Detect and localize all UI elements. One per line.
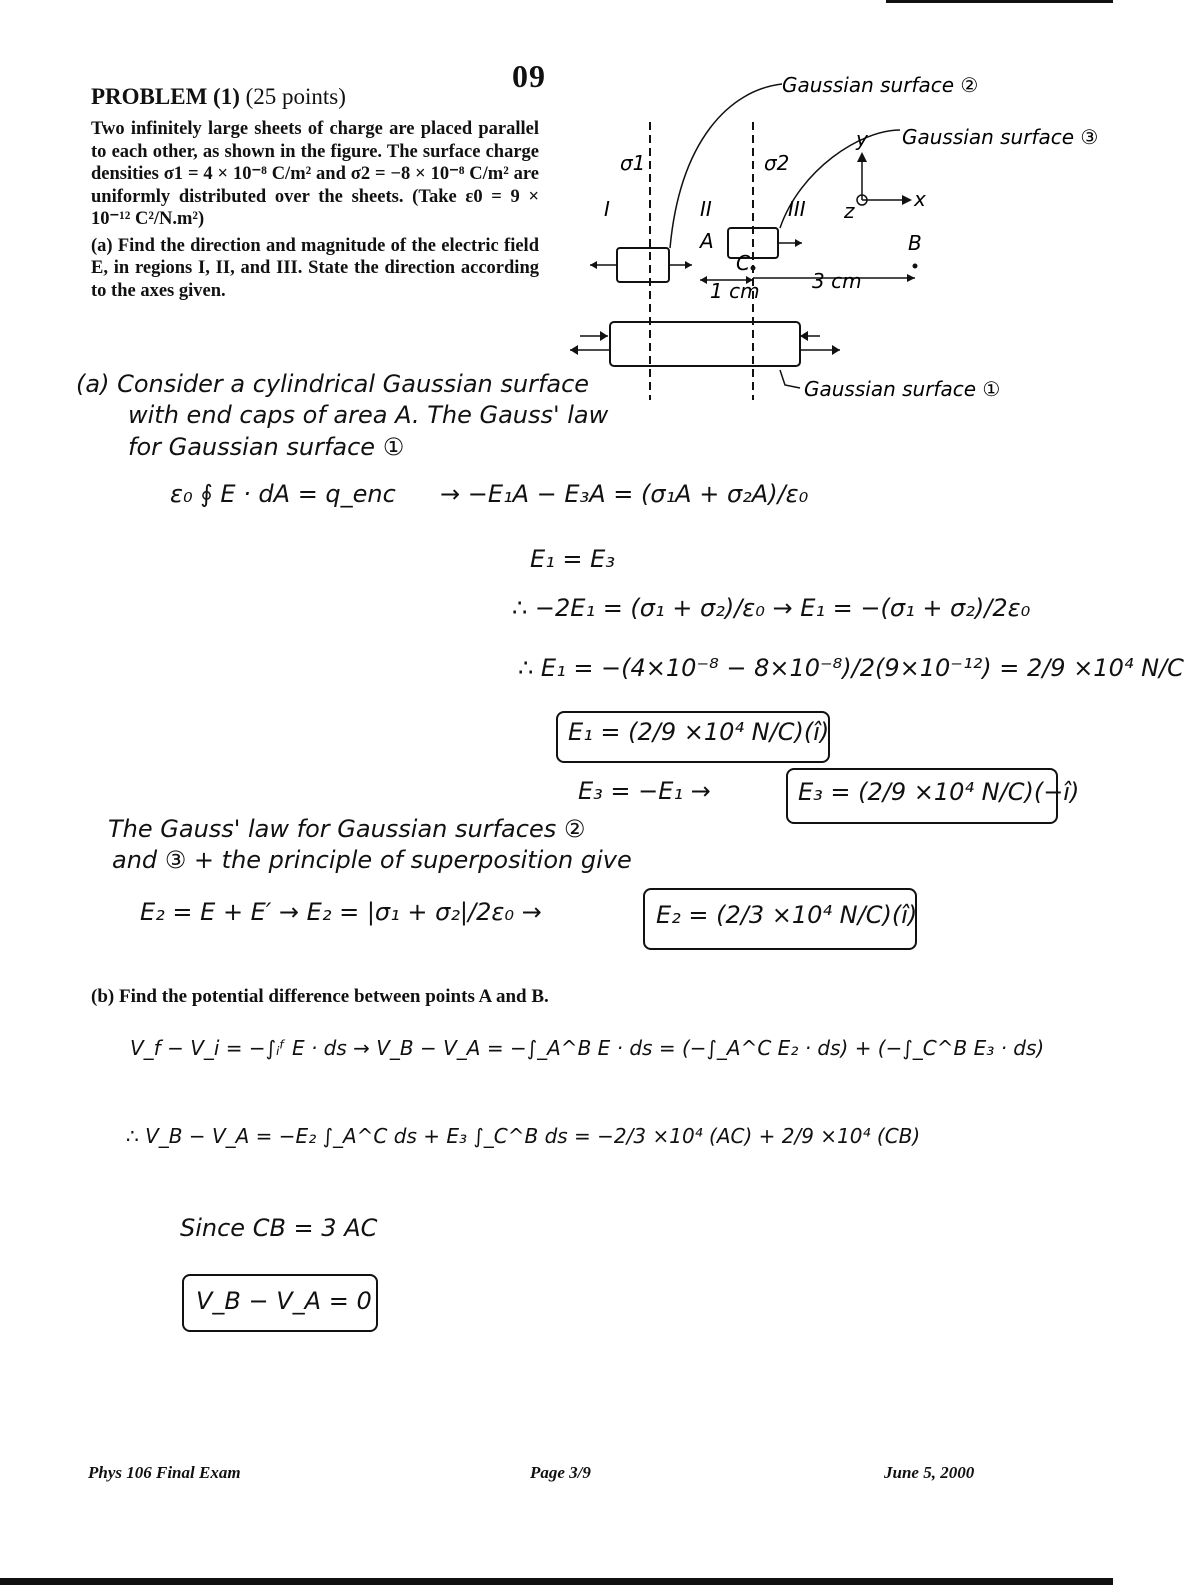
gs1-pointer xyxy=(780,370,800,388)
distance-1cm-label: 1 cm xyxy=(710,279,760,303)
footer-date: June 5, 2000 xyxy=(884,1463,975,1482)
bottom-rule xyxy=(0,1578,1113,1585)
z-axis-label: z xyxy=(844,199,855,223)
point-a-label: A xyxy=(700,229,714,253)
solution-a-line1: (a) Consider a cylindrical Gaussian surface xyxy=(76,370,590,398)
e2-superposition: E₂ = E + E′ → E₂ = |σ₁ + σ₂|/2ε₀ → xyxy=(140,898,542,926)
region-2-label: II xyxy=(700,197,712,221)
e3-relation: E₃ = −E₁ → xyxy=(578,777,711,805)
x-axis-label: x xyxy=(914,187,926,211)
e1-answer: E₁ = (2/9 ×10⁴ N/C)(î) xyxy=(568,718,830,746)
footer-course: Phys 106 Final Exam xyxy=(88,1463,241,1482)
part-b-question: (b) Find the potential difference between points A and B. xyxy=(91,986,549,1007)
point-b-marker xyxy=(913,264,918,269)
solution-a-line2: with end caps of area A. The Gauss' law xyxy=(128,401,609,429)
region-3-label: III xyxy=(788,197,806,221)
gauss-law-equation: ε₀ ∮ E · dA = q_enc xyxy=(170,480,396,508)
sigma1-label: σ1 xyxy=(620,151,646,175)
solution-b-line2: and ③ + the principle of superposition give xyxy=(112,846,632,874)
gs1-label: Gaussian surface ① xyxy=(804,377,1001,401)
problem-title xyxy=(91,84,346,110)
point-c-marker xyxy=(751,266,756,271)
problem-points: (25 points) xyxy=(245,84,346,109)
gaussian-surface-1 xyxy=(610,322,800,366)
problem-statement xyxy=(91,118,539,302)
potential-expansion: ∴ V_B − V_A = −E₂ ∫_A^C ds + E₃ ∫_C^B ds = −2/3 ×10⁴ (AC) + 2/9 ×10⁴ (CB) xyxy=(126,1124,921,1148)
problem-label: PROBLEM (1) xyxy=(91,84,240,109)
region-1-label: I xyxy=(604,197,610,221)
charge-sheets-figure xyxy=(560,60,1113,405)
gauss-law-result: → −E₁A − E₃A = (σ₁A + σ₂A)/ε₀ xyxy=(440,480,809,508)
potential-definition: V_f − V_i = −∫ᵢᶠ E · ds → V_B − V_A = −∫_A^B E · ds = (−∫_A^C E₂ · ds) + (−∫_C^B E₃ · ds) xyxy=(130,1036,1045,1060)
point-b-label: B xyxy=(908,231,922,255)
top-rule xyxy=(886,0,1113,3)
problem-description: Two infinitely large sheets of charge are placed parallel to each other, as shown in the figure. The surface charge densities σ1 = 4 × 10⁻⁸ C/m² and σ2 = −8 × 10⁻⁸ C/m² are uniformly distributed over the sheets. (Take ε0 = 9 × 10⁻¹² C²/N.m²) xyxy=(91,119,539,229)
potential-answer: V_B − V_A = 0 xyxy=(196,1287,372,1315)
gs3-label: Gaussian surface ③ xyxy=(902,125,1099,149)
e1-expression: ∴ −2E₁ = (σ₁ + σ₂)/ε₀ → E₁ = −(σ₁ + σ₂)/2ε₀ xyxy=(512,594,1031,622)
e2-answer: E₂ = (2/3 ×10⁴ N/C)(î) xyxy=(656,901,918,929)
distance-relation: Since CB = 3 AC xyxy=(180,1214,378,1242)
footer-page: Page 3/9 xyxy=(530,1463,591,1482)
gaussian-surface-3 xyxy=(617,248,669,282)
distance-3cm-label: 3 cm xyxy=(812,269,862,293)
y-axis-label: y xyxy=(856,127,868,151)
e1-numeric: ∴ E₁ = −(4×10⁻⁸ − 8×10⁻⁸)/2(9×10⁻¹²) = 2/9 ×10⁴ N/C xyxy=(518,654,1184,682)
sigma2-label: σ2 xyxy=(764,151,790,175)
solution-b-line1: The Gauss' law for Gaussian surfaces ② xyxy=(108,815,586,843)
point-c-label: C xyxy=(736,251,750,275)
page-number: 09 xyxy=(512,58,546,94)
gs2-label: Gaussian surface ② xyxy=(782,73,979,97)
e3-answer: E₃ = (2/9 ×10⁴ N/C)(−î) xyxy=(798,778,1080,806)
part-a-question: (a) Find the direction and magnitude of the electric field E, in regions I, II, and III. State the direction according to the axes given. xyxy=(91,235,539,301)
solution-a-line3: for Gaussian surface ① xyxy=(128,433,405,461)
field-equality: E₁ = E₃ xyxy=(530,545,615,573)
